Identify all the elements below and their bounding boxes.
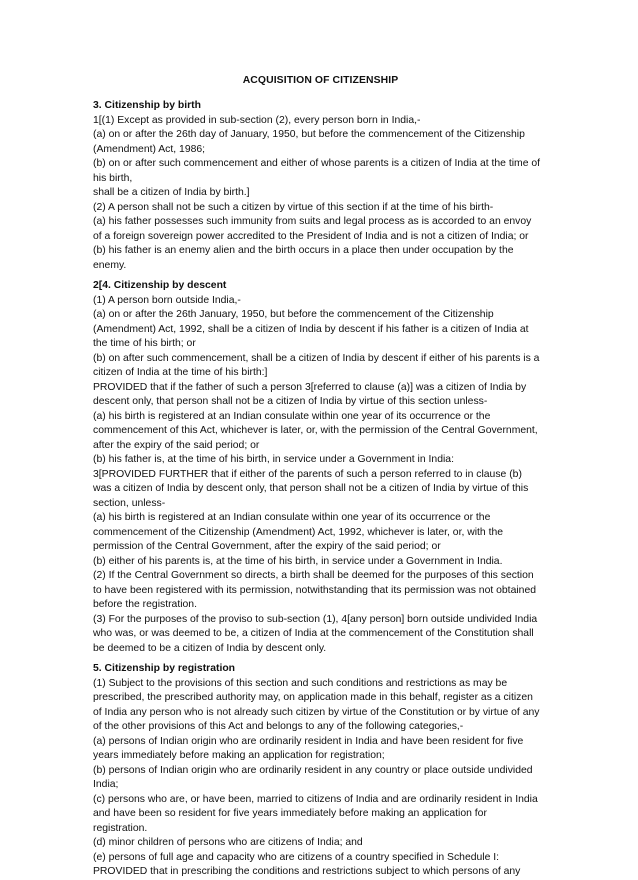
text-line: (a) his birth is registered at an Indian consulate within one year of its occurrence or the [93,410,491,422]
text-line: (b) his father is, at the time of his birth, in service under a Government in India: [93,454,454,465]
text-line: prescribed, the prescribed authority may, on application made in this behalf, register as a citizen [93,692,533,703]
section-citizenship-by-birth [93,99,548,273]
text-line: section, unless- [93,497,166,509]
text-line: and have been so resident for five years immediately before making an application for [93,808,487,819]
text-line: (a) his birth is registered at an Indian consulate within one year of its occurrence or the [93,512,491,523]
text-line: (Amendment) Act, 1992, shall be a citizen of India by descent if his father is a citizen of India at [93,323,529,335]
text-line: 1[(1) Except as provided in sub-section (2), every person born in India,- [93,114,421,126]
text-line: (2) A person shall not be such a citizen by virtue of this section if at the time of his birth- [93,201,494,213]
text-line: (2) If the Central Government so directs, a birth shall be deemed for the purposes of this section [93,570,534,581]
section-body [93,294,548,657]
text-line: before the registration. [93,599,197,610]
text-line: (c) persons who are, or have been, married to citizens of India and are ordinarily resident in India [93,793,538,805]
section-citizenship-by-registration [93,662,548,880]
section-heading: 2[4. Citizenship by descent [93,280,227,291]
section-body [93,114,548,274]
text-line: 3[PROVIDED FURTHER that if either of the parents of such a person referred to in clause (b) [93,468,522,480]
text-line: was a citizen of India by descent only, that person shall not be a citizen of India by virtue of this [93,483,529,494]
text-line: (a) persons of Indian origin who are ordinarily resident in India and have been resident for five [93,735,524,747]
text-line: permission of the Central Government, after the expiry of the said period; or [93,541,441,552]
text-line: PROVIDED that in prescribing the conditions and restrictions subject to which persons of any [93,866,521,877]
text-line: (a) on or after the 26th January, 1950, but before the commencement of the Citizenship [93,309,494,320]
document-title: ACQUISITION OF CITIZENSHIP [242,75,399,86]
text-line: (a) his father possesses such immunity from suits and legal process as is accorded to an envoy [93,216,532,227]
text-line: India; [93,779,119,790]
text-line: (1) A person born outside India,- [93,294,241,306]
text-line: of the other provisions of this Act and belongs to any of the following categories,- [93,721,464,732]
section-heading: 3. Citizenship by birth [93,100,201,111]
text-line: (d) minor children of persons who are citizens of India; and [93,837,363,848]
text-line: (1) Subject to the provisions of this section and such conditions and restrictions as may be [93,677,508,689]
text-line: (b) his father is an enemy alien and the birth occurs in a place then under occupation by the [93,245,514,256]
text-line: who was, or was deemed to be, a citizen of India at the commencement of the Constitution shall [93,628,534,639]
text-line: the time of his birth; or [93,338,196,349]
text-line: enemy. [93,259,127,271]
text-line: (b) persons of Indian origin who are ordinarily resident in any country or place outside undivided [93,764,533,776]
section-body [93,677,548,880]
text-line: (b) on or after such commencement and either of whose parents is a citizen of India at the time of [93,158,541,169]
text-line: (a) on or after the 26th day of January, 1950, but before the commencement of the Citizenship [93,129,525,140]
text-line: (e) persons of full age and capacity who are citizens of a country specified in Schedule I: [93,851,500,863]
text-line: of India any person who is not already such citizen by virtue of the Constitution or by virtue of any [93,706,540,718]
text-line: (3) For the purposes of the proviso to sub-section (1), 4[any person] born outside undivided India [93,613,538,625]
text-line: after the expiry of the said period; or [93,439,260,451]
text-line: commencement of the Citizenship (Amendment) Act, 1992, whichever is later, or, with the [93,526,504,538]
text-line: registration. [93,822,148,834]
section-heading: 5. Citizenship by registration [93,663,236,674]
text-line: (Amendment) Act, 1986; [93,143,206,155]
text-line: his birth, [93,172,133,184]
section-citizenship-by-descent [93,279,548,656]
text-line: of a foreign sovereign power accredited to the President of India and is not a citizen of India; or [93,230,529,242]
text-line: be deemed to be a citizen of India by descent only. [93,642,327,654]
text-line: descent only, that person shall not be a citizen of India by virtue of this section unless- [93,396,488,407]
text-line: (b) on after such commencement, shall be a citizen of India by descent if either of his parents is a [93,352,540,364]
text-line: citizen of India at the time of his birth:] [93,367,268,378]
text-line: (b) either of his parents is, at the time of his birth, in service under a Government in India. [93,555,503,567]
text-line: shall be a citizen of India by birth.] [93,187,250,198]
text-line: PROVIDED that if the father of such a person 3[referred to clause (a)] was a citizen of India by [93,381,527,393]
text-line: commencement of this Act, whichever is later, or, with the permission of the Central Government, [93,425,538,436]
text-line: years immediately before making an application for registration; [93,750,385,761]
text-line: to have been registered with its permission, notwithstanding that its permission was not obtained [93,584,536,596]
